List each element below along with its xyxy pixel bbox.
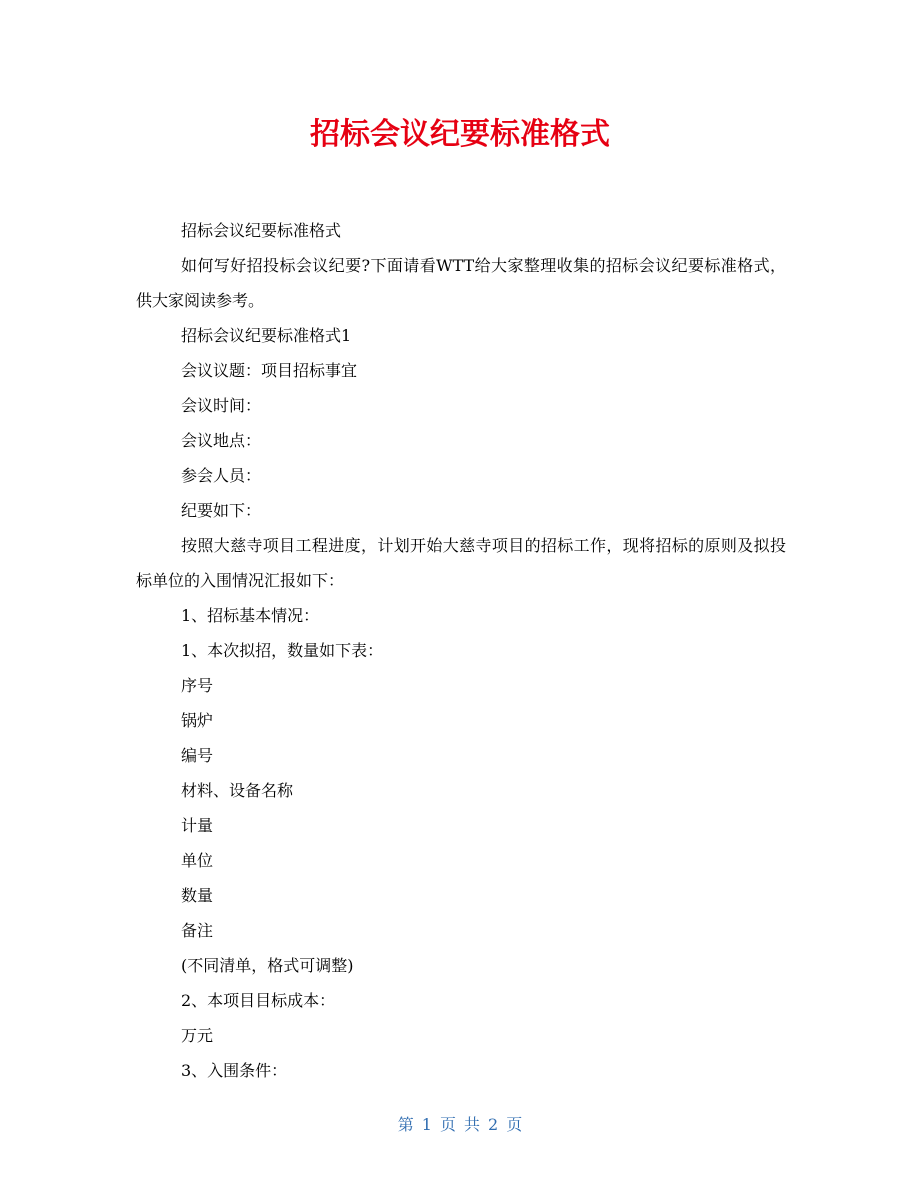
paragraph: 按照大慈寺项目工程进度，计划开始大慈寺项目的招标工作，现将招标的原则及拟投标单位的入围情况汇报如下： <box>136 536 786 590</box>
paragraph: 3、入围条件： <box>181 1061 288 1080</box>
table-cell-text: 材料、设备名称 <box>181 781 294 800</box>
footer-current-page: 1 <box>421 1115 432 1134</box>
paragraph: 纪要如下： <box>181 501 262 520</box>
paragraph: 2、本项目目标成本： <box>181 991 336 1010</box>
document-body <box>136 213 786 1088</box>
footer-total-pages: 2 <box>488 1115 499 1134</box>
paragraph: 会议议题：项目招标事宜 <box>181 361 358 380</box>
paragraph: 招标会议纪要标准格式1 <box>181 326 352 345</box>
paragraph: 参会人员： <box>181 466 262 485</box>
table-cell-text: 锅炉 <box>181 711 214 730</box>
paragraph: 招标会议纪要标准格式 <box>181 221 342 240</box>
footer-label-page: 第 <box>397 1115 414 1134</box>
table-cell-text: 计量 <box>181 816 214 835</box>
footer-label-total-unit: 页 <box>506 1115 523 1134</box>
table-cell-text: 数量 <box>181 886 214 905</box>
table-cell-text: 单位 <box>181 851 214 870</box>
footer-label-total: 共 <box>464 1115 481 1134</box>
paragraph: (不同清单，格式可调整) <box>181 956 354 975</box>
paragraph: 会议地点： <box>181 431 262 450</box>
table-cell-text: 备注 <box>181 921 214 940</box>
table-cell-text: 编号 <box>181 746 214 765</box>
paragraph: 1、招标基本情况： <box>181 606 320 625</box>
paragraph: 1、本次拟招，数量如下表： <box>181 641 384 660</box>
document-title: 招标会议纪要标准格式 <box>310 117 610 152</box>
paragraph: 如何写好招投标会议纪要?下面请看WTT给大家整理收集的招标会议纪要标准格式，供大家阅读参考。 <box>136 256 786 310</box>
table-cell-text: 序号 <box>181 676 214 695</box>
paragraph: 万元 <box>181 1026 214 1045</box>
paragraph: 会议时间： <box>181 396 262 415</box>
footer-label-page-unit: 页 <box>439 1115 456 1134</box>
page-footer <box>0 1111 920 1139</box>
